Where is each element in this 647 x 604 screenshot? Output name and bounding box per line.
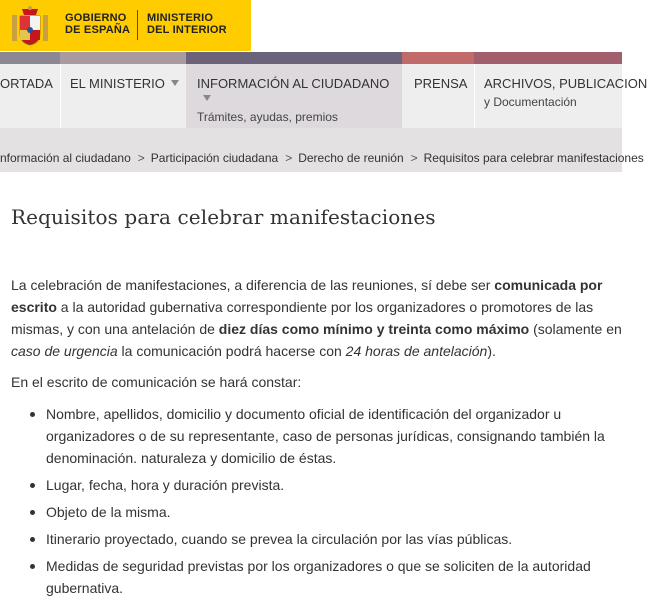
nav-item-subtitle: Trámites, ayudas, premios	[197, 110, 338, 124]
breadcrumb-separator: >	[410, 151, 418, 165]
list-item: Nombre, apellidos, domicilio y documento oficial de identificación del organizador u organizadores o de su representante, caso de personas jurídicas, consignando también la denominación. naturaleza y domicilio de éstas.	[46, 403, 631, 469]
nav-item-el-ministerio[interactable]: EL MINISTERIO	[61, 64, 186, 128]
intro-paragraph: La celebración de manifestaciones, a diferencia de las reuniones, sí debe ser comunicada por escrito a la autoridad gubernativa correspondiente por los organizadores o promotores de las mismas, y con una antelación de diez días como mínimo y treinta como máximo (solamente en caso de urgencia la comunicación podrá hacerse con 24 horas de antelación).	[11, 277, 622, 359]
list-item: Itinerario proyectado, cuando se prevea la circulación por las vías públicas.	[46, 528, 631, 550]
coat-of-arms-icon	[10, 5, 50, 47]
breadcrumb-item[interactable]: Participación ciudadana	[150, 151, 279, 165]
list-intro: En el escrito de comunicación se hará constar:	[11, 374, 302, 390]
government-logo-block[interactable]	[0, 0, 251, 51]
list-item: Medidas de seguridad previstas por los organizadores o que se soliciten de la autoridad gubernativa.	[46, 555, 631, 599]
breadcrumb-item[interactable]: nformación al ciudadano	[0, 151, 131, 165]
requirements-list	[11, 403, 631, 599]
ministry-name: MINISTERIO DEL INTERIOR	[147, 12, 227, 36]
breadcrumb-item[interactable]: Derecho de reunión	[298, 151, 404, 165]
caret-down-icon	[203, 95, 211, 101]
nav-item-informacion-ciudadano[interactable]: INFORMACIÓN AL CIUDADANO Trámites, ayudas, premios	[186, 64, 402, 128]
nav-item-subtitle: y Documentación	[484, 95, 577, 109]
strip-ciudadano	[186, 52, 402, 64]
main-navigation	[0, 64, 647, 128]
site-header	[0, 0, 622, 52]
list-item: Lugar, fecha, hora y duración prevista.	[46, 474, 631, 496]
article-body	[11, 274, 631, 604]
color-strip-bar	[0, 52, 622, 64]
nav-item-archivos[interactable]: ARCHIVOS, PUBLICACION y Documentación	[484, 76, 647, 109]
strip-ministerio	[60, 52, 186, 64]
strip-portada	[0, 52, 60, 64]
nav-item-prensa[interactable]: PRENSA	[414, 76, 468, 91]
nav-item-portada[interactable]: ORTADA	[0, 76, 53, 91]
page-title: Requisitos para celebrar manifestaciones	[11, 205, 436, 229]
logo-divider	[137, 10, 138, 40]
caret-down-icon	[171, 80, 179, 86]
breadcrumb-separator: >	[137, 151, 145, 165]
government-name: GOBIERNO DE ESPAÑA	[65, 12, 131, 36]
list-item: Objeto de la misma.	[46, 501, 631, 523]
strip-prensa	[402, 52, 474, 64]
breadcrumb-separator: >	[285, 151, 293, 165]
strip-archivos	[474, 52, 622, 64]
breadcrumb-current: Requisitos para celebrar manifestaciones	[423, 151, 644, 165]
breadcrumb	[0, 128, 644, 172]
